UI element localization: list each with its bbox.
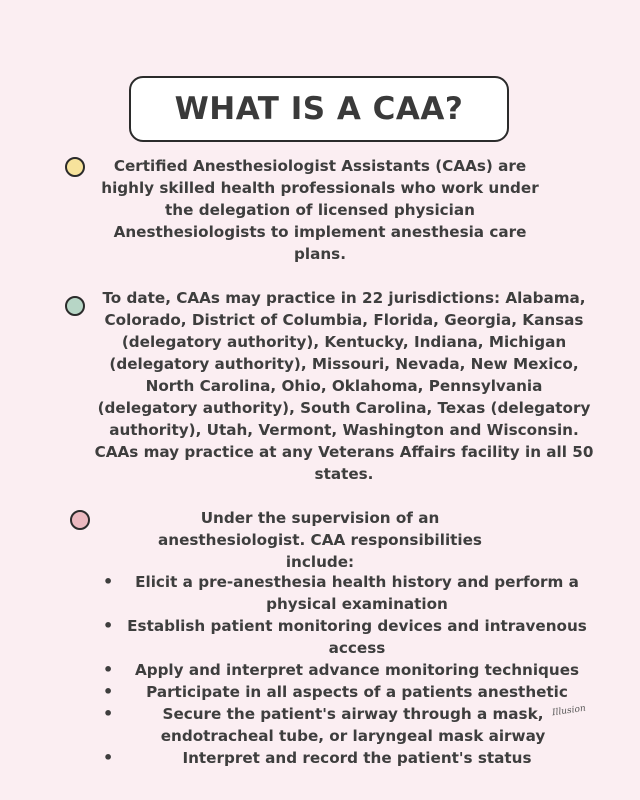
list-item-text: Apply and interpret advance monitoring techniques — [134, 661, 580, 679]
yellow-circle-icon — [65, 157, 85, 177]
list-item — [100, 571, 596, 615]
list-item-text: Secure the patient's airway through a mask, endotracheal tube, or laryngeal mask airway — [160, 705, 546, 745]
section-2-text: To date, CAAs may practice in 22 jurisdictions: Alabama, Colorado, District of Columbia, Florida, Georgia, Kansas (delegatory authority), Kentucky, Indiana, Michigan (delegatory authority), Missouri, Nevada, New Mexico, North Carolina, Ohio, Oklahoma, Pennsylvania (delegatory authority), South Carolina, Texas (delegatory authority), Utah, Vermont, Washington and Wisconsin. CAAs may practice at any Veterans Affairs facility in all 50 states. — [94, 289, 594, 483]
green-circle-icon — [65, 296, 85, 316]
title-box — [129, 76, 509, 142]
list-item — [100, 747, 596, 769]
list-item-text: Interpret and record the patient's status — [182, 749, 532, 767]
bullet-icon: • — [103, 682, 114, 701]
bullet-icon: • — [103, 748, 114, 767]
list-item-text: Establish patient monitoring devices and intravenous access — [127, 617, 587, 657]
responsibilities-list — [100, 571, 596, 769]
bullet-icon: • — [103, 704, 114, 723]
section-1-text: Certified Anesthesiologist Assistants (CAAs) are highly skilled health professionals who work under the delegation of licensed physician Anesthesiologists to implement anesthesia care plans. — [101, 157, 539, 263]
bullet-icon: • — [103, 616, 114, 635]
list-item-text: Participate in all aspects of a patients anesthetic — [146, 683, 568, 701]
list-item — [100, 659, 596, 681]
section-3-text: Under the supervision of an anesthesiologist. CAA responsibilities include: — [158, 509, 482, 571]
bullet-icon: • — [103, 572, 114, 591]
bullet-icon: • — [103, 660, 114, 679]
page-title: WHAT IS A CAA? — [174, 91, 464, 127]
list-item-text: Elicit a pre-anesthesia health history and perform a physical examination — [135, 573, 579, 613]
signature-logo: Illusion — [551, 703, 587, 719]
list-item — [100, 681, 596, 703]
list-item — [100, 615, 596, 659]
pink-circle-icon — [70, 510, 90, 530]
list-item — [100, 703, 596, 747]
